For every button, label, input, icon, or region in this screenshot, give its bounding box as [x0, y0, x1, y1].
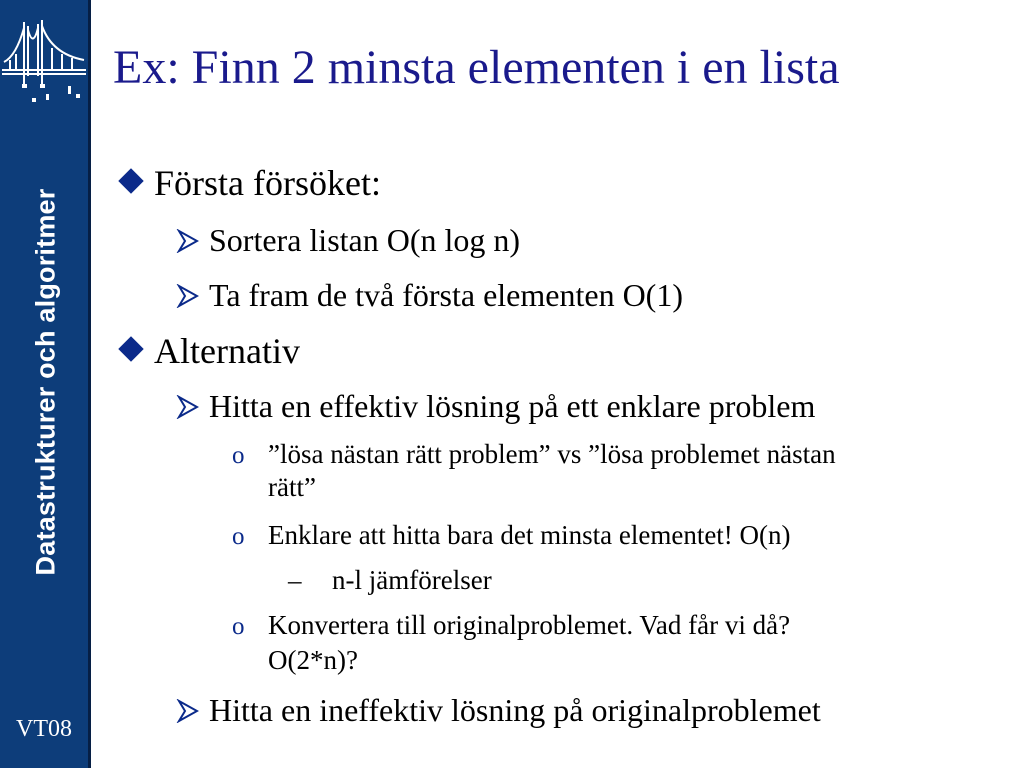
- circle-bullet-icon: o: [232, 442, 245, 469]
- arrow-bullet-icon: [175, 277, 201, 314]
- circle-bullet-icon: o: [232, 613, 245, 640]
- diamond-bullet-icon: [118, 336, 143, 361]
- bridge-logo-icon: [2, 14, 86, 106]
- circle-bullet-icon: o: [232, 523, 245, 550]
- slide-title: Ex: Finn 2 minsta elementen i en lista: [113, 41, 840, 94]
- bullet-level3: o Konvertera till originalproblemet. Vad får vi då?: [232, 610, 791, 640]
- bullet-level2: Hitta en ineffektiv lösning på originalproblemet: [175, 692, 821, 729]
- bullet-level2: Hitta en effektiv lösning på ett enklare problem: [175, 388, 815, 425]
- sidebar: [0, 0, 91, 768]
- arrow-bullet-icon: [175, 388, 201, 425]
- bullet-level3: o Enklare att hitta bara det minsta elementet! O(n): [232, 520, 791, 550]
- bullet-level3-continuation: O(2*n)?: [268, 645, 358, 675]
- bullet-level1: Första försöket:: [118, 162, 381, 204]
- arrow-bullet-icon: [175, 692, 201, 729]
- bullet-level2: Sortera listan O(n log n): [175, 222, 520, 259]
- dash-bullet-icon: –: [288, 565, 302, 595]
- bullet-level2: Ta fram de två första elementen O(1): [175, 277, 683, 314]
- bullet-level1: Alternativ: [118, 330, 300, 372]
- term-label: VT08: [16, 716, 72, 742]
- bullet-level4: – n-l jämförelser: [288, 565, 492, 595]
- bullet-level3: o ”lösa nästan rätt problem” vs ”lösa problemet nästan: [232, 439, 836, 469]
- arrow-bullet-icon: [175, 222, 201, 259]
- bullet-level3-continuation: rätt”: [268, 472, 316, 502]
- course-title: Datastrukturer och algoritmer: [30, 188, 61, 576]
- diamond-bullet-icon: [118, 168, 143, 193]
